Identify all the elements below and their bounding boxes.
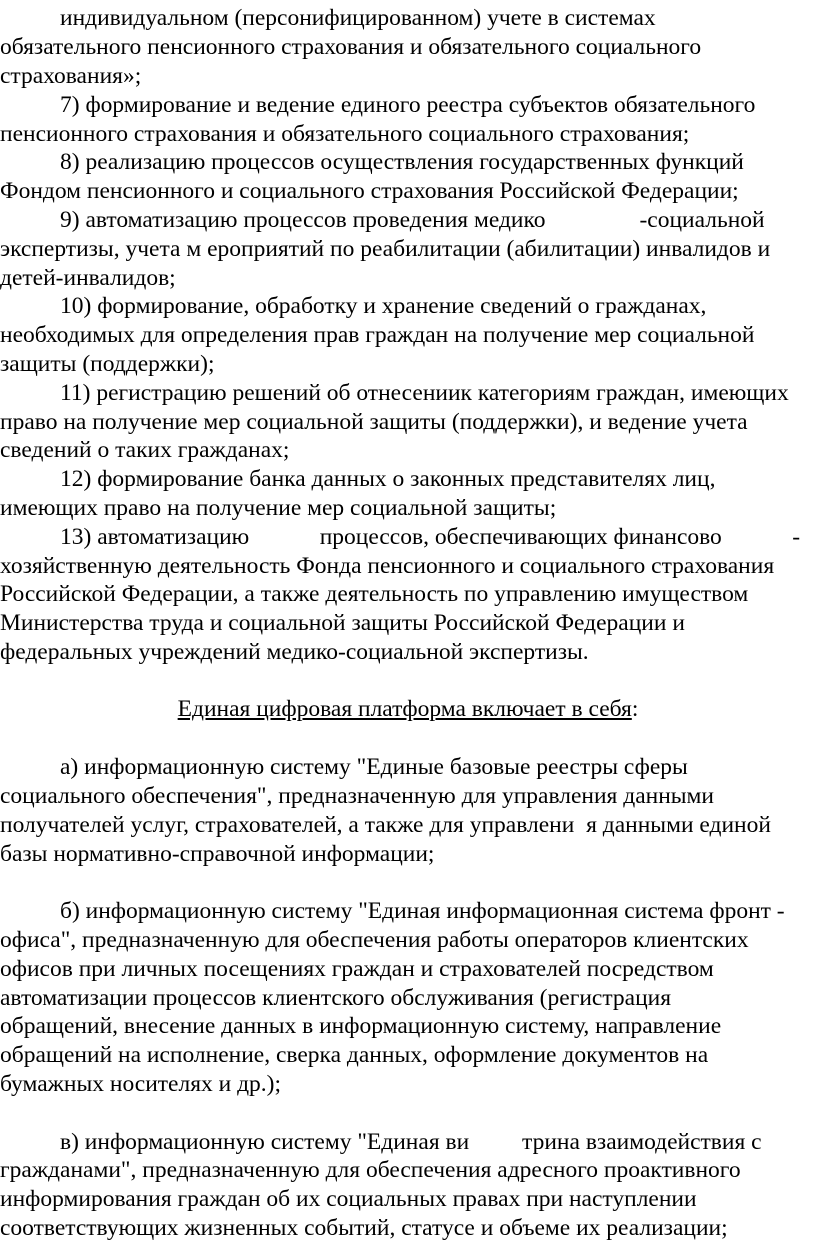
para-b-line: обращений на исполнение, сверка данных, оформление документов на: [0, 1042, 709, 1068]
text-line: защиты (поддержки);: [0, 351, 215, 377]
para-c-line: гражданами", предназначенную для обеспечения адресного проактивного: [0, 1157, 741, 1183]
list-item-11: 11) регистрацию решений об отнесениик категориям граждан, имеющих: [60, 380, 789, 406]
para-a-line: базы нормативно-справочной информации;: [0, 841, 435, 867]
para-c-line: в) информационную систему "Единая ви трина взаимодействия с: [60, 1129, 762, 1155]
text-line: Российской Федерации, а также деятельность по управлению имуществом: [0, 581, 749, 607]
para-b-line: офисов при личных посещениях граждан и страхователей посредством: [0, 956, 714, 982]
list-item-7: 7) формирование и ведение единого реестра субъектов обязательного: [60, 92, 756, 118]
list-item-12: 12) формирование банка данных о законных представителях лиц,: [60, 466, 716, 492]
text-line: сведений о таких гражданах;: [0, 437, 290, 463]
para-a-line: а) информационную систему "Единые базовые реестры сферы: [60, 754, 688, 780]
text-line: обязательного пенсионного страхования и обязательного социального: [0, 34, 702, 60]
text-line: индивидуальном (персонифицированном) учете в системах: [60, 5, 656, 31]
text-line: имеющих право на получение мер социальной защиты;: [0, 495, 557, 521]
text-line: Фондом пенсионного и социального страхования Российской Федерации;: [0, 178, 739, 204]
text-line: необходимых для определения прав граждан на получение мер социальной: [0, 322, 755, 348]
text-line: экспертизы, учета м ероприятий по реабилитации (абилитации) инвалидов и: [0, 236, 771, 262]
para-b-line: автоматизации процессов клиентского обслуживания (регистрация: [0, 985, 672, 1011]
text-line: страхования»;: [0, 63, 142, 89]
list-item-9: 9) автоматизацию процессов проведения медико -социальной: [60, 207, 765, 233]
text-line: федеральных учреждений медико-социальной экспертизы.: [0, 639, 589, 665]
para-c-line: информирования граждан об их социальных правах при наступлении: [0, 1186, 697, 1212]
text-line: хозяйственную деятельность Фонда пенсионного и социального страхования: [0, 553, 775, 579]
section-heading-colon: :: [631, 696, 639, 722]
para-b-line: б) информационную систему "Единая информационная система фронт -: [60, 898, 785, 924]
list-item-8: 8) реализацию процессов осуществления государственных функций: [60, 149, 744, 175]
text-line: детей-инвалидов;: [0, 265, 176, 291]
para-b-line: офиса", предназначенную для обеспечения работы операторов клиентских: [0, 927, 749, 953]
para-c-line: соответствующих жизненных событий, статусе и объеме их реализации;: [0, 1215, 728, 1241]
para-b-line: обращений, внесение данных в информационную систему, направление: [0, 1013, 722, 1039]
section-heading: [0, 695, 816, 723]
list-item-13: 13) автоматизацию процессов, обеспечивающих финансово -: [60, 524, 801, 550]
para-a-line: социального обеспечения", предназначенную для управления данными: [0, 783, 715, 809]
text-line: Министерства труда и социальной защиты Российской Федерации и: [0, 610, 685, 636]
text-line: право на получение мер социальной защиты (поддержки), и ведение учета: [0, 409, 748, 435]
section-heading-text: Единая цифровая платформа включает в себя: [177, 696, 632, 722]
para-a-line: получателей услуг, страхователей, а также для управлени я данными единой: [0, 812, 771, 838]
text-line: пенсионного страхования и обязательного социального страхования;: [0, 121, 690, 147]
para-b-line: бумажных носителях и др.);: [0, 1071, 282, 1097]
list-item-10: 10) формирование, обработку и хранение сведений о гражданах,: [60, 293, 707, 319]
